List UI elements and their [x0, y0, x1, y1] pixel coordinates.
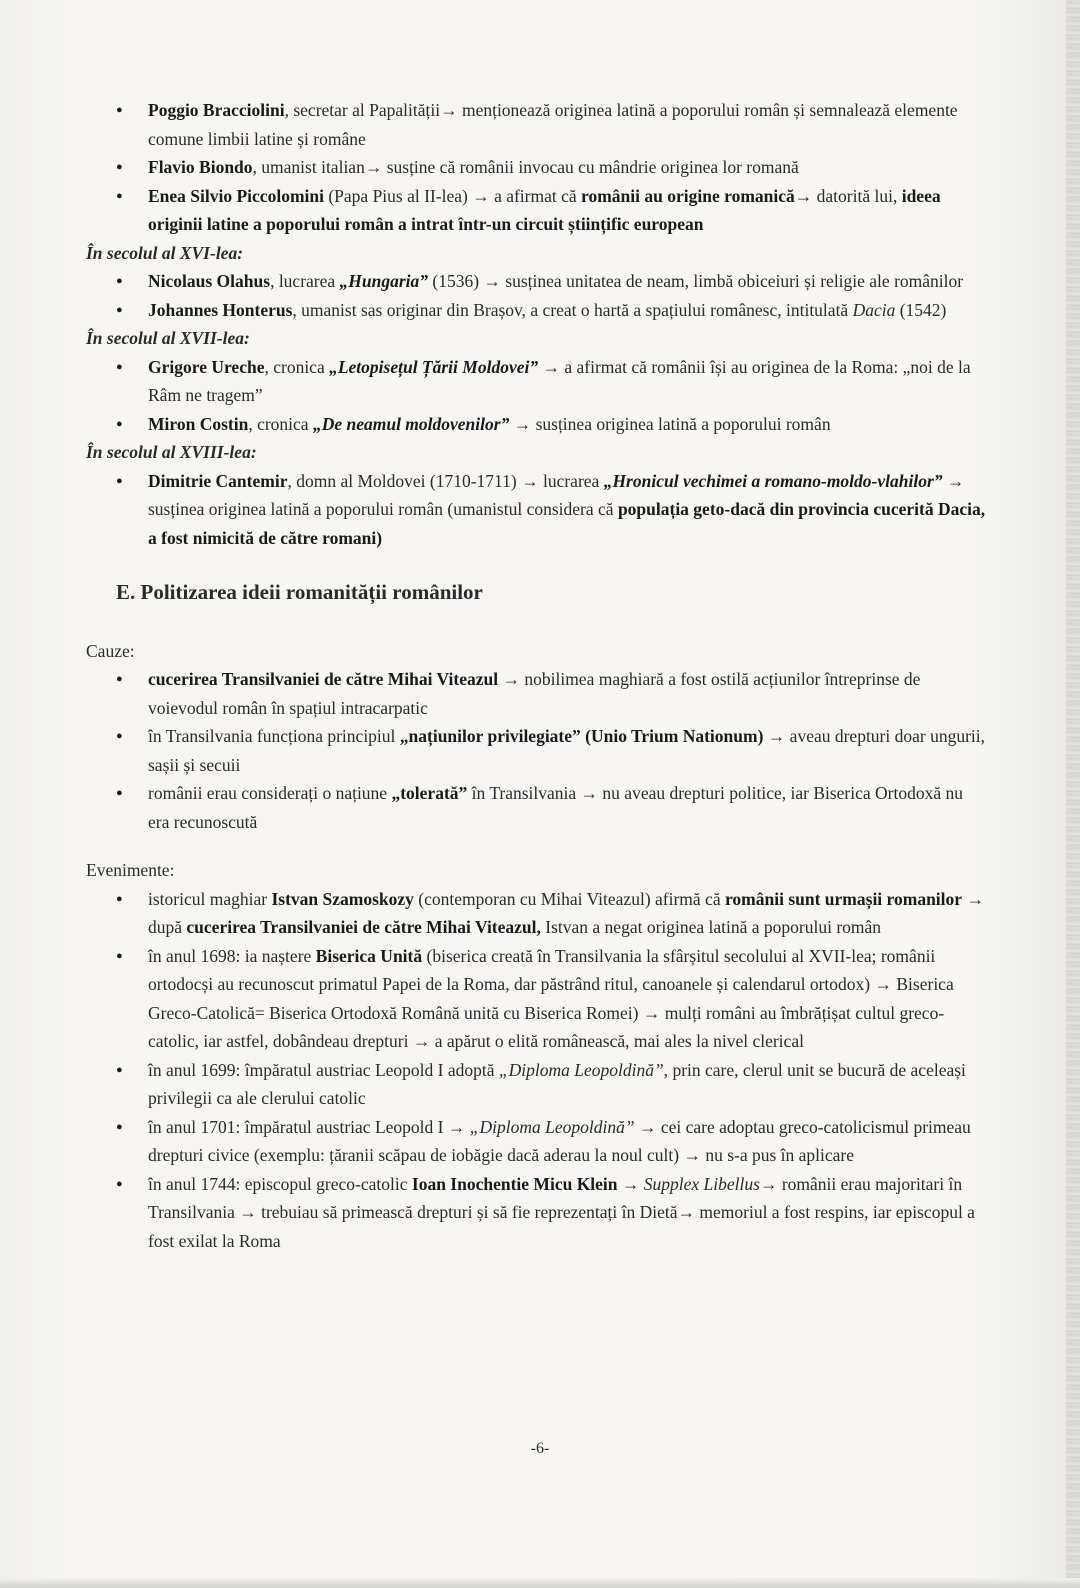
list-item: ● Dimitrie Cantemir, domn al Moldovei (1710-1711) → lucrarea „Hronicul vechimei a romano-moldo-vlahilor” → susținea originea latină a poporului român (umanistul considera că populația geto-dacă din provincia cucerită Dacia, a fost nimicită de către romani)	[86, 467, 986, 553]
century-18-list	[86, 467, 986, 553]
list-item: ● istoricul maghiar Istvan Szamoskozy (contemporan cu Mihai Viteazul) afirmă că românii sunt urmașii romanilor → după cucerirea Transilvaniei de către Mihai Viteazul, Istvan a negat originea latină a poporului român	[86, 885, 986, 942]
century-heading: În secolul al XVIII-lea:	[86, 442, 257, 462]
list-item: ● în Transilvania funcționa principiul „națiunilor privilegiate” (Unio Trium Nationum) → aveau drepturi doar ungurii, sașii și secuii	[86, 722, 986, 779]
century-16-list	[86, 267, 986, 324]
list-item: ● în anul 1698: ia naștere Biserica Unită (biserica creată în Transilvania la sfârșitul secolului al XVII-lea; românii ortodocși au recunoscut primatul Papei de la Roma, dar păstrând ritul, canoanele și calendarul ortodox) → Biserica Greco-Catolică= Biserica Ortodoxă Română unită cu Biserica Romei) → mulți români au îmbrățișat cultul greco-catolic, iar astfel, dobândeau drepturi → a apărut o elită românească, mai ales la nivel clerical	[86, 942, 986, 1056]
causes-list	[86, 665, 986, 836]
list-item: ● în anul 1744: episcopul greco-catolic Ioan Inochentie Micu Klein → Supplex Libellus→ românii erau majoritari în Transilvania → trebuiau să primească drepturi și să fie reprezentați în Dietă→ memoriul a fost respins, iar episcopul a fost exilat la Roma	[86, 1170, 986, 1256]
list-item: ● în anul 1699: împăratul austriac Leopold I adoptă „Diploma Leopoldină”, prin care, clerul unit se bucură de aceleași privilegii ca ale clerului catolic	[86, 1056, 986, 1113]
list-item: ● Nicolaus Olahus, lucrarea „Hungaria” (1536) → susținea unitatea de neam, limbă obiceiuri și religie ale românilor	[86, 267, 986, 296]
list-item: ● românii erau considerați o națiune „tolerată” în Transilvania → nu aveau drepturi politice, iar Biserica Ortodoxă nu era recunoscută	[86, 779, 986, 836]
document-body	[86, 96, 986, 1255]
century-17-list	[86, 353, 986, 439]
events-label: Evenimente:	[86, 860, 175, 880]
list-item: ● Grigore Ureche, cronica „Letopisețul Țării Moldovei” → a afirmat că românii își au originea de la Roma: „noi de la Râm ne tragem”	[86, 353, 986, 410]
list-item: ● Enea Silvio Piccolomini (Papa Pius al II-lea) → a afirmat că românii au origine romanică→ datorită lui, ideea originii latine a poporului român a intrat într-un circuit științific european	[86, 182, 986, 239]
century-heading: În secolul al XVI-lea:	[86, 242, 244, 263]
humanists-list	[86, 96, 986, 239]
list-item: ● Poggio Bracciolini, secretar al Papalității→ menționează originea latină a poporului român și semnalează elemente comune limbii latine și române	[86, 96, 986, 153]
list-item: ● în anul 1701: împăratul austriac Leopold I → „Diploma Leopoldină” → cei care adoptau greco-catolicismul primeau drepturi civice (exemplu: țăranii scăpau de iobăgie dacă aderau la noul cult) → nu s-a pus în aplicare	[86, 1113, 986, 1170]
scan-edge-bottom	[0, 1578, 1080, 1588]
list-item: ● Johannes Honterus, umanist sas originar din Brașov, a creat o hartă a spațiului românesc, intitulată Dacia (1542)	[86, 296, 986, 325]
scan-edge-right	[1066, 0, 1080, 1588]
list-item: ● Flavio Biondo, umanist italian→ susține că românii invocau cu mândrie originea lor romană	[86, 153, 986, 182]
list-item: ● cucerirea Transilvaniei de către Mihai Viteazul → nobilimea maghiară a fost ostilă acțiunilor întreprinse de voievodul român în spațiul intracarpatic	[86, 665, 986, 722]
section-title: E. Politizarea ideii romanității românilor	[116, 580, 483, 604]
page-number: -6-	[530, 1440, 550, 1457]
century-heading: În secolul al XVII-lea:	[86, 328, 250, 348]
list-item: ● Miron Costin, cronica „De neamul moldovenilor” → susținea originea latină a poporului român	[86, 410, 986, 439]
causes-label: Cauze:	[86, 640, 135, 661]
events-list	[86, 885, 986, 1256]
